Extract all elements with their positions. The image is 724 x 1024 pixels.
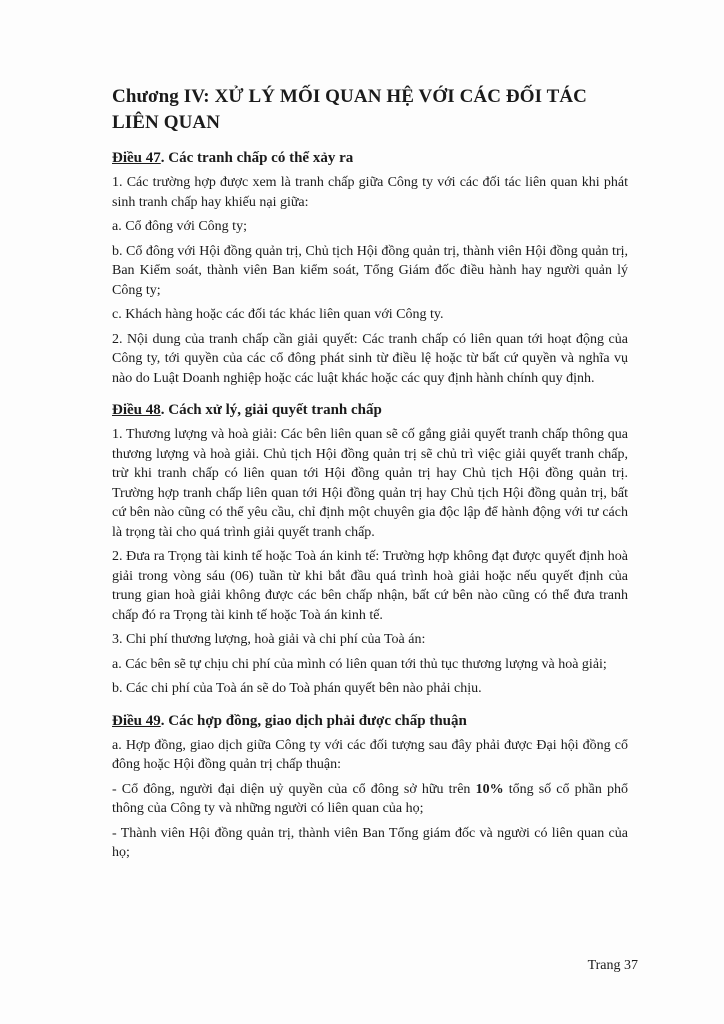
- article-48-number: Điều 48: [112, 402, 161, 418]
- article-48-title: . Cách xử lý, giải quyết tranh chấp: [160, 402, 382, 418]
- bullet-1-text-after: tổng số cổ phần phổ thông của Công ty và những người có liên quan của họ;: [112, 781, 629, 816]
- paragraph-49-a: a. Hợp đồng, giao dịch giữa Công ty với các đối tượng sau đây phải được Đại hội đồng cổ đông hoặc Hội đồng quản trị chấp thuận:: [112, 737, 628, 772]
- paragraph-47-1b: b. Cổ đông với Hội đồng quản trị, Chủ tịch Hội đồng quản trị, thành viên Hội đồng quản trị, Ban Kiểm soát, thành viên Ban kiểm soát, Tổng Giám đốc điều hành hay người quản lý Công ty;: [112, 243, 628, 298]
- paragraph-48-3a: a. Các bên sẽ tự chịu chi phí của mình có liên quan tới thủ tục thương lượng và hoà giải;: [112, 656, 607, 672]
- article-47-title: . Các tranh chấp có thể xảy ra: [160, 150, 354, 166]
- page-number: Trang 37: [587, 958, 638, 973]
- article-47-heading: [112, 149, 628, 168]
- article-49-title: . Các hợp đồng, giao dịch phải được chấp thuận: [160, 712, 467, 729]
- chapter-title: Chương IV: XỬ LÝ MỐI QUAN HỆ VỚI CÁC ĐỐI TÁC LIÊN QUAN: [112, 86, 587, 133]
- paragraph-47-2: 2. Nội dung của tranh chấp cần giải quyết: Các tranh chấp có liên quan tới hoạt động của Công ty, tới quyền của các cổ đông phát sinh từ điều lệ hoặc từ bất cứ quyền và nghĩa vụ nào do Luật Doanh nghiệp hoặc các luật khác hoặc các quy định hành chính quy định.: [112, 331, 628, 386]
- bullet-1-text-before: - Cổ đông, người đại diện uỷ quyền của cổ đông sở hữu trên: [112, 781, 476, 797]
- article-49-number: Điều 49: [112, 712, 161, 729]
- article-49: [112, 712, 628, 863]
- article-49-heading: [112, 712, 628, 731]
- page-content: [112, 84, 628, 868]
- paragraph-48-3b: b. Các chi phí của Toà án sẽ do Toà phán quyết bên nào phải chịu.: [112, 681, 482, 696]
- article-48: [112, 401, 628, 699]
- article-48-heading: [112, 401, 628, 420]
- paragraph-48-1: 1. Thương lượng và hoà giải: Các bên liên quan sẽ cố gắng giải quyết tranh chấp thông qua thương lượng và hoà giải. Chủ tịch Hội đồng quản trị sẽ chủ trì việc giải quyết tranh chấp, trừ khi tranh chấp có liên quan tới Hội đồng quản trị hay Chủ tịch Hội đồng quản trị. Trường hợp tranh chấp liên quan tới Hội đồng quản trị hay Chủ tịch Hội đồng quản trị, bất cứ bên nào cũng có thể yêu cầu, chỉ định một chuyên gia độc lập để hành động với tư cách là trọng tài cho quá trình giải quyết tranh chấp.: [112, 427, 628, 540]
- paragraph-47-1a: a. Cổ đông với Công ty;: [112, 219, 247, 234]
- article-47-number: Điều 47: [112, 150, 161, 166]
- paragraph-49-bullet-1: [112, 780, 628, 819]
- paragraph-48-3: 3. Chi phí thương lượng, hoà giải và chi phí của Toà án:: [112, 632, 426, 647]
- paragraph-47-1c: c. Khách hàng hoặc các đối tác khác liên quan với Công ty.: [112, 307, 444, 322]
- paragraph-49-bullet-2: - Thành viên Hội đồng quản trị, thành viên Ban Tổng giám đốc và người có liên quan của họ;: [112, 825, 628, 860]
- paragraph-48-2: 2. Đưa ra Trọng tài kinh tế hoặc Toà án kinh tế: Trường hợp không đạt được quyết định hoà giải trong vòng sáu (06) tuần từ khi bắt đầu quá trình hoà giải hoặc nếu quyết định của trung gian hoà giải không được các bên chấp nhận, bất cứ bên nào cũng có thể đưa tranh chấp đó ra Trọng tài kinh tế hoặc Toà án kinh tế.: [112, 549, 628, 623]
- bullet-1-bold-value: 10%: [475, 781, 504, 797]
- article-47: [112, 149, 628, 388]
- paragraph-47-1: 1. Các trường hợp được xem là tranh chấp giữa Công ty với các đối tác liên quan khi phát sinh tranh chấp hay khiếu nại giữa:: [112, 175, 628, 210]
